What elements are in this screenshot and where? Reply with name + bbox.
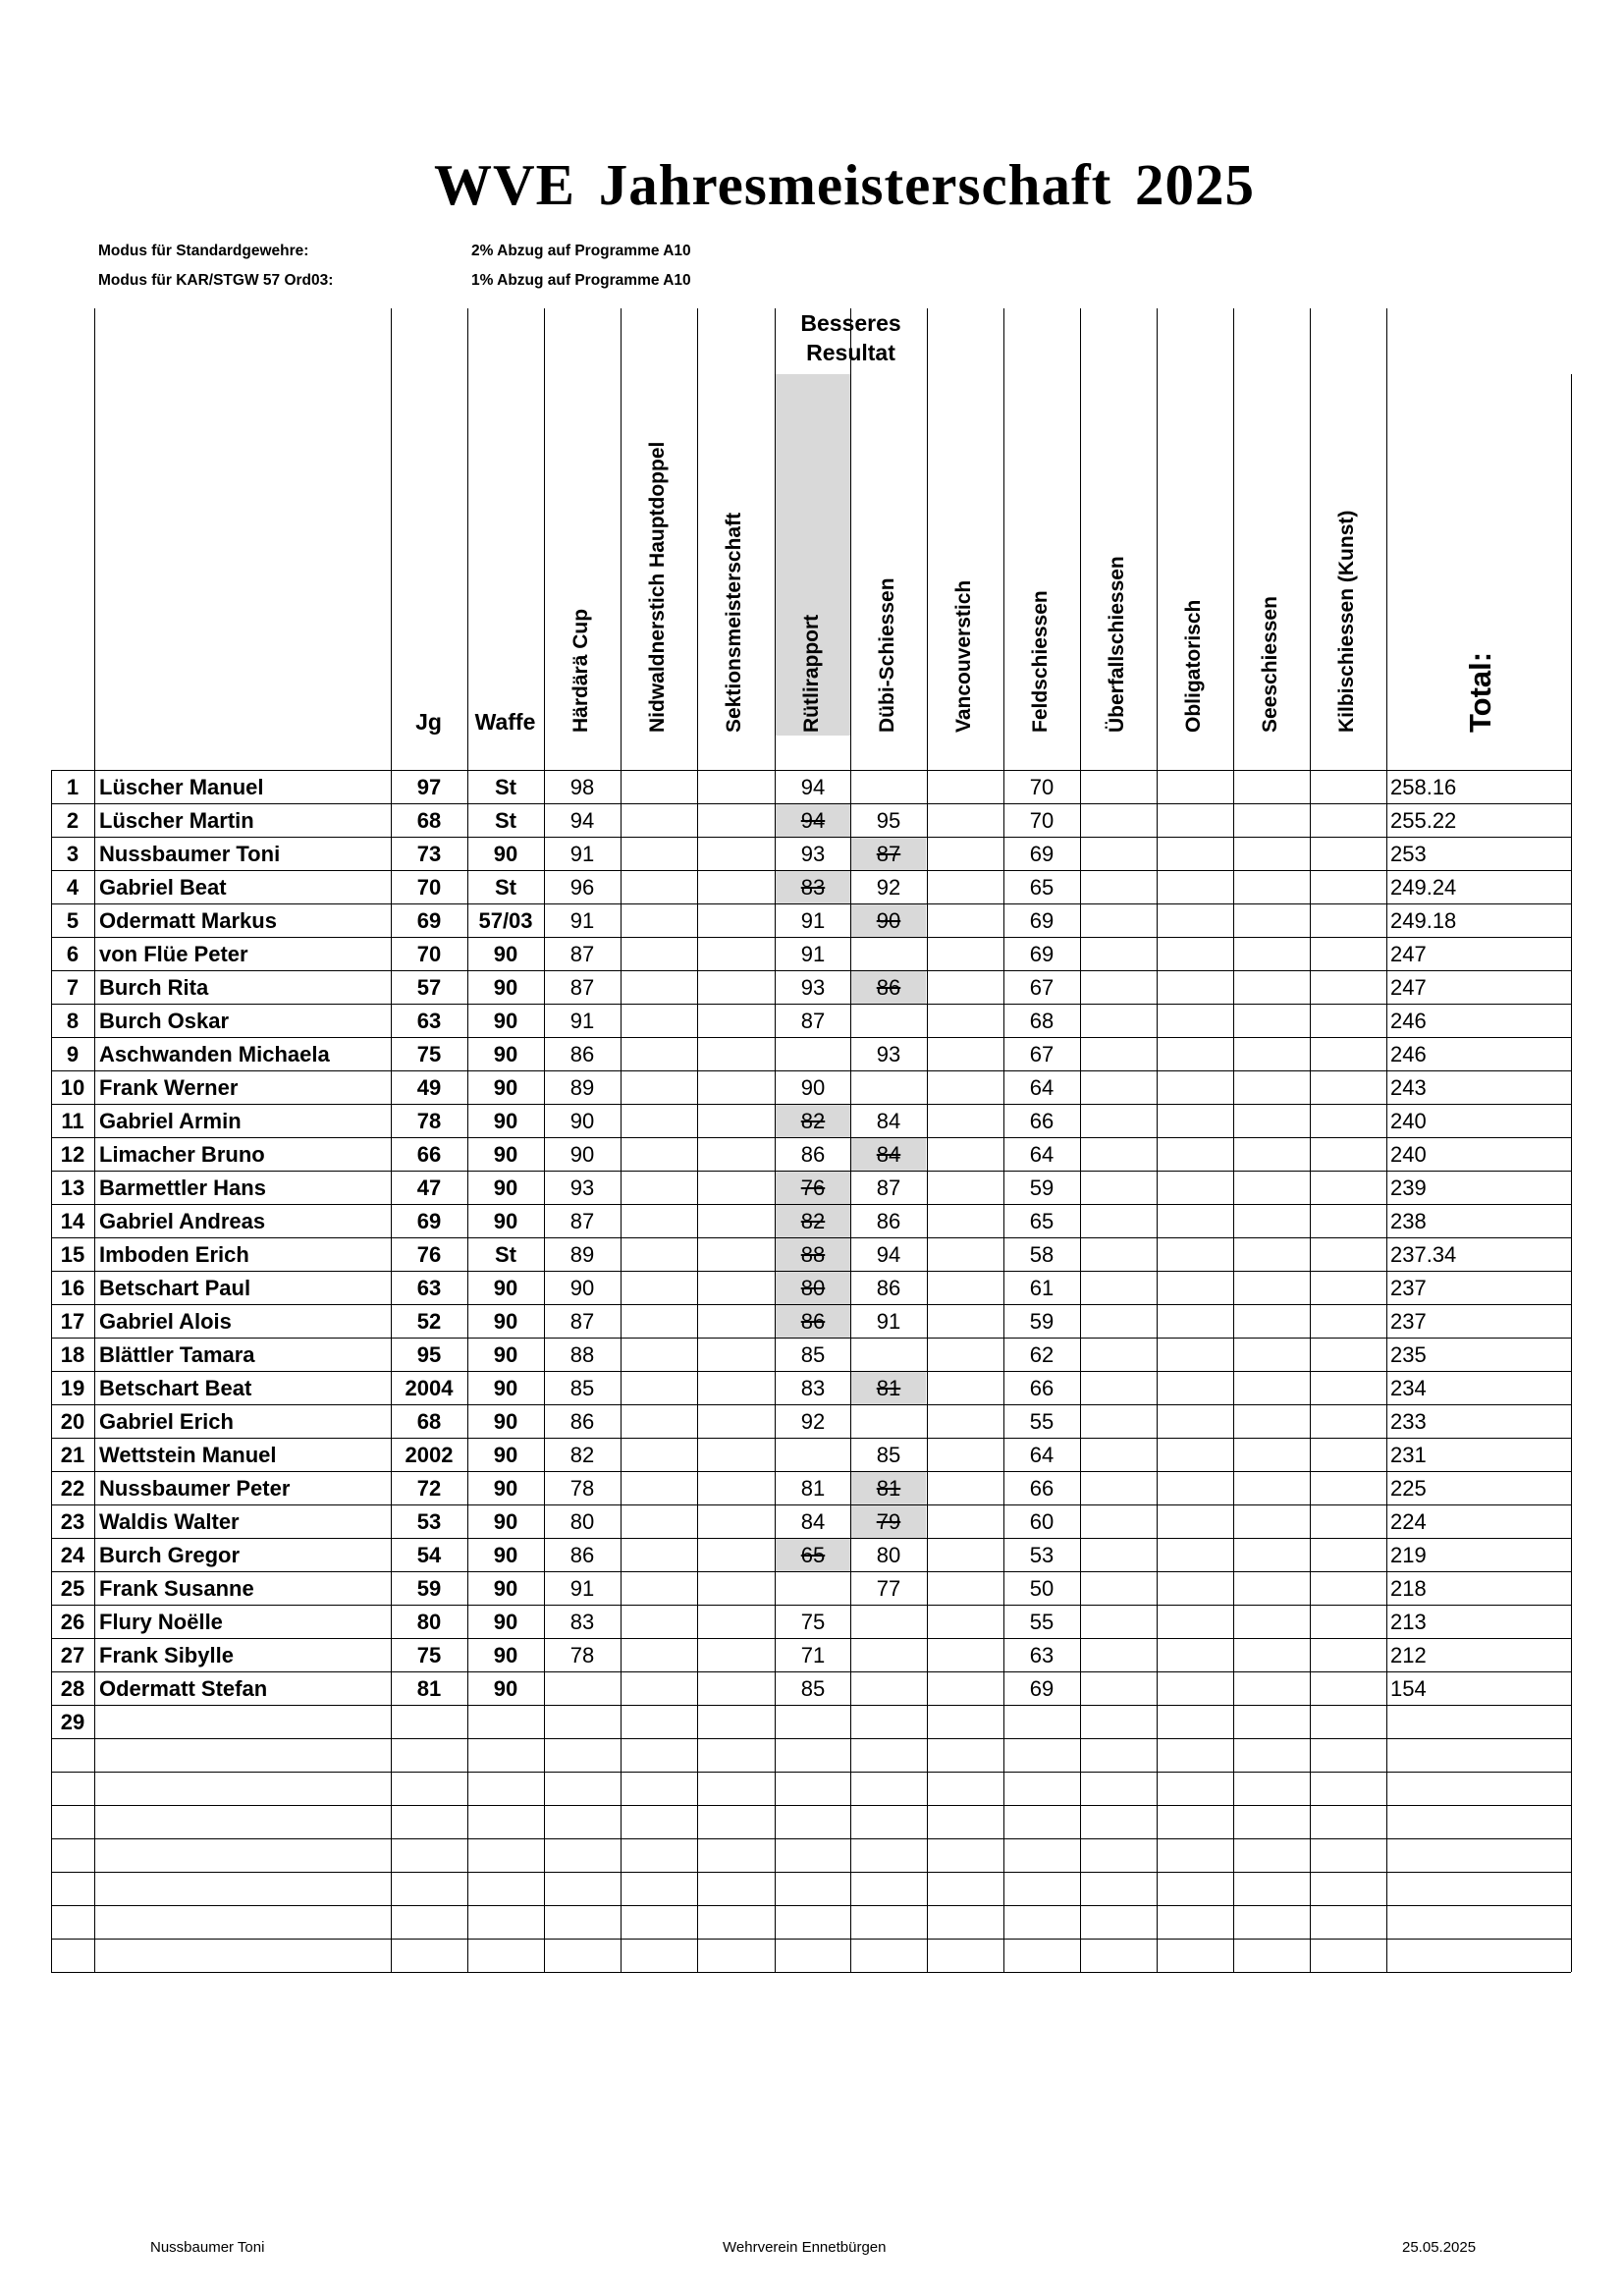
score-cell: 60 xyxy=(1029,1509,1055,1534)
score-cell: 86 xyxy=(569,1409,595,1434)
rank-cell: 14 xyxy=(60,1209,85,1233)
score-cell: 64 xyxy=(1029,1142,1055,1167)
name-cell: Limacher Bruno xyxy=(99,1142,265,1167)
footer-club: Wehrverein Ennetbürgen xyxy=(723,2239,887,2256)
column-header-total: Total: xyxy=(1463,651,1497,733)
score-cell: 64 xyxy=(1029,1443,1055,1467)
name-cell: Betschart Paul xyxy=(99,1276,251,1300)
score-cell: 71 xyxy=(800,1643,826,1667)
total-cell: 218 xyxy=(1390,1576,1427,1601)
score-cell: 65 xyxy=(1029,1209,1055,1233)
rank-cell: 9 xyxy=(66,1042,80,1066)
total-cell: 237 xyxy=(1390,1309,1427,1334)
rank-cell: 1 xyxy=(66,775,80,799)
rank-cell: 5 xyxy=(66,908,80,933)
score-cell: 59 xyxy=(1029,1309,1055,1334)
total-cell: 212 xyxy=(1390,1643,1427,1667)
rank-cell: 20 xyxy=(60,1409,85,1434)
score-cell: 93 xyxy=(876,1042,901,1066)
name-cell: Frank Susanne xyxy=(99,1576,254,1601)
total-cell: 238 xyxy=(1390,1209,1427,1233)
score-cell: 66 xyxy=(1029,1376,1055,1400)
score-cell: 92 xyxy=(800,1409,826,1434)
weapon-cell: 90 xyxy=(493,1676,518,1701)
birth-year-cell: 68 xyxy=(416,1409,442,1434)
total-cell: 154 xyxy=(1390,1676,1427,1701)
column-header-event: Feldschiessen xyxy=(1029,590,1052,733)
score-cell: 82 xyxy=(800,1209,826,1233)
score-cell: 89 xyxy=(569,1075,595,1100)
name-cell: Burch Rita xyxy=(99,975,209,1000)
birth-year-cell: 69 xyxy=(416,908,442,933)
better-result-header xyxy=(775,308,927,367)
birth-year-cell: 59 xyxy=(416,1576,442,1601)
birth-year-cell: 47 xyxy=(416,1175,442,1200)
name-cell: Gabriel Beat xyxy=(99,875,227,900)
score-cell: 68 xyxy=(1029,1009,1055,1033)
weapon-cell: 90 xyxy=(493,1576,518,1601)
score-cell: 81 xyxy=(876,1376,901,1400)
score-cell: 86 xyxy=(876,975,901,1000)
birth-year-cell: 76 xyxy=(416,1242,442,1267)
rank-cell: 8 xyxy=(66,1009,80,1033)
score-cell: 65 xyxy=(800,1543,826,1567)
birth-year-cell: 75 xyxy=(416,1643,442,1667)
weapon-cell: 90 xyxy=(493,1342,518,1367)
score-cell: 89 xyxy=(569,1242,595,1267)
total-cell: 247 xyxy=(1390,975,1427,1000)
name-cell: Lüscher Martin xyxy=(99,808,254,833)
score-cell: 90 xyxy=(569,1109,595,1133)
score-cell: 87 xyxy=(800,1009,826,1033)
score-cell: 75 xyxy=(800,1610,826,1634)
score-cell: 94 xyxy=(800,808,826,833)
score-cell: 79 xyxy=(876,1509,901,1534)
name-cell: Flury Noëlle xyxy=(99,1610,223,1634)
modus-value-kar: 1% Abzug auf Programme A10 xyxy=(471,272,691,289)
column-header-event: Rütlirapport xyxy=(800,614,823,733)
name-cell: Wettstein Manuel xyxy=(99,1443,277,1467)
score-cell: 63 xyxy=(1029,1643,1055,1667)
score-cell: 80 xyxy=(800,1276,826,1300)
better-result-header-line2: Resultat xyxy=(806,340,895,365)
name-cell: Lüscher Manuel xyxy=(99,775,264,799)
score-cell: 87 xyxy=(569,1209,595,1233)
weapon-cell: St xyxy=(495,808,516,833)
name-cell: Burch Oskar xyxy=(99,1009,230,1033)
score-cell: 78 xyxy=(569,1476,595,1501)
total-cell: 225 xyxy=(1390,1476,1427,1501)
score-cell: 76 xyxy=(800,1175,826,1200)
score-cell: 85 xyxy=(569,1376,595,1400)
score-cell: 84 xyxy=(876,1109,901,1133)
score-cell: 91 xyxy=(800,942,826,966)
total-cell: 249.18 xyxy=(1390,908,1457,933)
score-cell: 91 xyxy=(569,1576,595,1601)
birth-year-cell: 81 xyxy=(416,1676,442,1701)
rank-cell: 28 xyxy=(60,1676,85,1701)
score-cell: 84 xyxy=(800,1509,826,1534)
weapon-cell: 57/03 xyxy=(478,908,533,933)
weapon-cell: 90 xyxy=(493,1209,518,1233)
column-header-event: Seeschiessen xyxy=(1259,596,1281,733)
birth-year-cell: 2004 xyxy=(405,1376,454,1400)
weapon-cell: St xyxy=(495,875,516,900)
total-cell: 233 xyxy=(1390,1409,1427,1434)
weapon-cell: 90 xyxy=(493,1643,518,1667)
total-cell: 255.22 xyxy=(1390,808,1457,833)
total-cell: 219 xyxy=(1390,1543,1427,1567)
score-cell: 98 xyxy=(569,775,595,799)
score-cell: 93 xyxy=(569,1175,595,1200)
name-cell: Nussbaumer Toni xyxy=(99,842,281,866)
score-cell: 81 xyxy=(876,1476,901,1501)
total-cell: 240 xyxy=(1390,1142,1427,1167)
name-cell: von Flüe Peter xyxy=(99,942,248,966)
birth-year-cell: 66 xyxy=(416,1142,442,1167)
total-cell: 213 xyxy=(1390,1610,1427,1634)
name-cell: Burch Gregor xyxy=(99,1543,241,1567)
birth-year-cell: 52 xyxy=(416,1309,442,1334)
score-cell: 90 xyxy=(876,908,901,933)
birth-year-cell: 95 xyxy=(416,1342,442,1367)
score-cell: 62 xyxy=(1029,1342,1055,1367)
column-header-event: Überfallschiessen xyxy=(1106,556,1128,733)
name-cell: Gabriel Alois xyxy=(99,1309,232,1334)
birth-year-cell: 63 xyxy=(416,1276,442,1300)
weapon-cell: 90 xyxy=(493,1042,518,1066)
column-header-event: Kilbischiessen (Kunst) xyxy=(1335,510,1358,733)
weapon-cell: 90 xyxy=(493,842,518,866)
total-cell: 239 xyxy=(1390,1175,1427,1200)
score-cell: 88 xyxy=(569,1342,595,1367)
score-cell: 78 xyxy=(569,1643,595,1667)
rank-cell: 13 xyxy=(60,1175,85,1200)
column-header-jg: Jg xyxy=(415,709,442,735)
weapon-cell: 90 xyxy=(493,1309,518,1334)
rank-cell: 18 xyxy=(60,1342,85,1367)
score-cell: 93 xyxy=(800,842,826,866)
birth-year-cell: 78 xyxy=(416,1109,442,1133)
score-cell: 91 xyxy=(569,842,595,866)
score-cell: 94 xyxy=(569,808,595,833)
score-cell: 69 xyxy=(1029,842,1055,866)
rank-cell: 19 xyxy=(60,1376,85,1400)
rank-cell: 2 xyxy=(66,808,80,833)
total-cell: 246 xyxy=(1390,1009,1427,1033)
total-cell: 246 xyxy=(1390,1042,1427,1066)
score-cell: 90 xyxy=(800,1075,826,1100)
name-cell: Aschwanden Michaela xyxy=(99,1042,330,1066)
weapon-cell: St xyxy=(495,775,516,799)
column-header-event: Nidwaldnerstich Hauptdoppel xyxy=(646,441,669,733)
birth-year-cell: 73 xyxy=(416,842,442,866)
weapon-cell: 90 xyxy=(493,1610,518,1634)
birth-year-cell: 68 xyxy=(416,808,442,833)
score-cell: 92 xyxy=(876,875,901,900)
birth-year-cell: 63 xyxy=(416,1009,442,1033)
better-result-header-line1: Besseres xyxy=(800,310,901,336)
column-header-event: Obligatorisch xyxy=(1182,599,1205,733)
footer-date: 25.05.2025 xyxy=(1402,2239,1477,2256)
score-cell: 70 xyxy=(1029,808,1055,833)
score-cell: 67 xyxy=(1029,1042,1055,1066)
rank-cell: 23 xyxy=(60,1509,85,1534)
modus-label-standard: Modus für Standardgewehre: xyxy=(98,243,309,259)
score-cell: 67 xyxy=(1029,975,1055,1000)
name-cell: Barmettler Hans xyxy=(99,1175,266,1200)
score-cell: 53 xyxy=(1029,1543,1055,1567)
weapon-cell: 90 xyxy=(493,1543,518,1567)
score-cell: 91 xyxy=(800,908,826,933)
rank-cell: 21 xyxy=(60,1443,85,1467)
score-cell: 87 xyxy=(876,1175,901,1200)
birth-year-cell: 80 xyxy=(416,1610,442,1634)
score-cell: 69 xyxy=(1029,942,1055,966)
score-cell: 87 xyxy=(569,975,595,1000)
weapon-cell: St xyxy=(495,1242,516,1267)
total-cell: 237.34 xyxy=(1390,1242,1457,1267)
weapon-cell: 90 xyxy=(493,1075,518,1100)
total-cell: 258.16 xyxy=(1390,775,1457,799)
name-cell: Betschart Beat xyxy=(99,1376,252,1400)
name-cell: Nussbaumer Peter xyxy=(99,1476,291,1501)
name-cell: Imboden Erich xyxy=(99,1242,249,1267)
score-cell: 87 xyxy=(876,842,901,866)
rank-cell: 3 xyxy=(66,842,80,866)
score-cell: 87 xyxy=(569,1309,595,1334)
score-cell: 93 xyxy=(800,975,826,1000)
modus-value-standard: 2% Abzug auf Programme A10 xyxy=(471,243,691,259)
rank-cell: 6 xyxy=(66,942,80,966)
name-cell: Frank Werner xyxy=(99,1075,239,1100)
rank-cell: 15 xyxy=(60,1242,85,1267)
score-cell: 61 xyxy=(1029,1276,1055,1300)
weapon-cell: 90 xyxy=(493,1476,518,1501)
score-cell: 69 xyxy=(1029,1676,1055,1701)
total-cell: 240 xyxy=(1390,1109,1427,1133)
score-cell: 58 xyxy=(1029,1242,1055,1267)
weapon-cell: 90 xyxy=(493,1509,518,1534)
total-cell: 253 xyxy=(1390,842,1427,866)
name-cell: Gabriel Andreas xyxy=(99,1209,266,1233)
rank-cell: 11 xyxy=(61,1109,84,1133)
birth-year-cell: 57 xyxy=(416,975,442,1000)
birth-year-cell: 97 xyxy=(416,775,442,799)
total-cell: 243 xyxy=(1390,1075,1427,1100)
rank-cell: 22 xyxy=(60,1476,85,1501)
score-cell: 83 xyxy=(800,875,826,900)
score-cell: 90 xyxy=(569,1276,595,1300)
weapon-cell: 90 xyxy=(493,1376,518,1400)
rank-cell: 10 xyxy=(60,1075,85,1100)
weapon-cell: 90 xyxy=(493,1276,518,1300)
page-title: WVE Jahresmeisterschaft 2025 xyxy=(433,152,1255,217)
birth-year-cell: 75 xyxy=(416,1042,442,1066)
score-cell: 85 xyxy=(800,1676,826,1701)
total-cell: 235 xyxy=(1390,1342,1427,1367)
total-cell: 224 xyxy=(1390,1509,1427,1534)
score-cell: 85 xyxy=(876,1443,901,1467)
rank-cell: 29 xyxy=(60,1710,85,1734)
rank-cell: 16 xyxy=(60,1276,85,1300)
name-cell: Odermatt Stefan xyxy=(99,1676,268,1701)
score-cell: 86 xyxy=(569,1042,595,1066)
column-header-event: Sektionsmeisterschaft xyxy=(723,512,745,733)
score-cell: 66 xyxy=(1029,1476,1055,1501)
rank-cell: 26 xyxy=(60,1610,85,1634)
footer-author: Nussbaumer Toni xyxy=(150,2239,265,2256)
score-cell: 86 xyxy=(569,1543,595,1567)
weapon-cell: 90 xyxy=(493,975,518,1000)
modus-label-kar: Modus für KAR/STGW 57 Ord03: xyxy=(98,272,334,289)
column-header-event: Dübi-Schiessen xyxy=(876,577,898,733)
total-cell: 247 xyxy=(1390,942,1427,966)
rank-cell: 7 xyxy=(66,975,80,1000)
name-cell: Gabriel Armin xyxy=(99,1109,242,1133)
score-cell: 94 xyxy=(876,1242,901,1267)
rank-cell: 27 xyxy=(60,1643,85,1667)
score-cell: 90 xyxy=(569,1142,595,1167)
score-cell: 86 xyxy=(876,1276,901,1300)
score-cell: 85 xyxy=(800,1342,826,1367)
score-cell: 69 xyxy=(1029,908,1055,933)
score-cell: 87 xyxy=(569,942,595,966)
score-cell: 50 xyxy=(1029,1576,1055,1601)
weapon-cell: 90 xyxy=(493,1443,518,1467)
score-cell: 91 xyxy=(569,1009,595,1033)
score-cell: 59 xyxy=(1029,1175,1055,1200)
score-cell: 86 xyxy=(800,1142,826,1167)
total-cell: 249.24 xyxy=(1390,875,1457,900)
name-cell: Blättler Tamara xyxy=(99,1342,255,1367)
name-cell: Odermatt Markus xyxy=(99,908,277,933)
score-cell: 84 xyxy=(876,1142,901,1167)
birth-year-cell: 49 xyxy=(416,1075,442,1100)
total-cell: 237 xyxy=(1390,1276,1427,1300)
score-cell: 64 xyxy=(1029,1075,1055,1100)
birth-year-cell: 70 xyxy=(416,942,442,966)
total-cell: 231 xyxy=(1390,1443,1427,1467)
score-cell: 83 xyxy=(800,1376,826,1400)
score-cell: 83 xyxy=(569,1610,595,1634)
score-cell: 95 xyxy=(876,808,901,833)
birth-year-cell: 70 xyxy=(416,875,442,900)
weapon-cell: 90 xyxy=(493,1175,518,1200)
score-cell: 94 xyxy=(800,775,826,799)
birth-year-cell: 72 xyxy=(416,1476,442,1501)
column-header-waffe: Waffe xyxy=(474,709,536,735)
score-cell: 96 xyxy=(569,875,595,900)
score-cell: 88 xyxy=(800,1242,826,1267)
rank-cell: 4 xyxy=(66,875,80,900)
weapon-cell: 90 xyxy=(493,1009,518,1033)
weapon-cell: 90 xyxy=(493,1142,518,1167)
birth-year-cell: 53 xyxy=(416,1509,442,1534)
weapon-cell: 90 xyxy=(493,942,518,966)
score-cell: 55 xyxy=(1029,1610,1055,1634)
rank-cell: 17 xyxy=(60,1309,85,1334)
total-cell: 234 xyxy=(1390,1376,1427,1400)
column-header-event: Vancouverstich xyxy=(952,579,975,733)
score-cell: 55 xyxy=(1029,1409,1055,1434)
rank-cell: 12 xyxy=(60,1142,85,1167)
score-cell: 66 xyxy=(1029,1109,1055,1133)
weapon-cell: 90 xyxy=(493,1109,518,1133)
score-cell: 80 xyxy=(569,1509,595,1534)
weapon-cell: 90 xyxy=(493,1409,518,1434)
score-cell: 91 xyxy=(569,908,595,933)
score-cell: 86 xyxy=(876,1209,901,1233)
score-cell: 86 xyxy=(800,1309,826,1334)
score-cell: 82 xyxy=(800,1109,826,1133)
name-cell: Gabriel Erich xyxy=(99,1409,234,1434)
score-cell: 65 xyxy=(1029,875,1055,900)
birth-year-cell: 54 xyxy=(416,1543,442,1567)
score-cell: 91 xyxy=(876,1309,901,1334)
rank-cell: 24 xyxy=(60,1543,85,1567)
score-cell: 77 xyxy=(876,1576,901,1601)
score-cell: 81 xyxy=(800,1476,826,1501)
birth-year-cell: 2002 xyxy=(405,1443,454,1467)
name-cell: Frank Sibylle xyxy=(99,1643,234,1667)
column-header-event: Härdärä Cup xyxy=(569,608,592,733)
rank-cell: 25 xyxy=(60,1576,85,1601)
score-cell: 80 xyxy=(876,1543,901,1567)
name-cell: Waldis Walter xyxy=(99,1509,240,1534)
birth-year-cell: 69 xyxy=(416,1209,442,1233)
score-cell: 82 xyxy=(569,1443,595,1467)
score-cell: 70 xyxy=(1029,775,1055,799)
